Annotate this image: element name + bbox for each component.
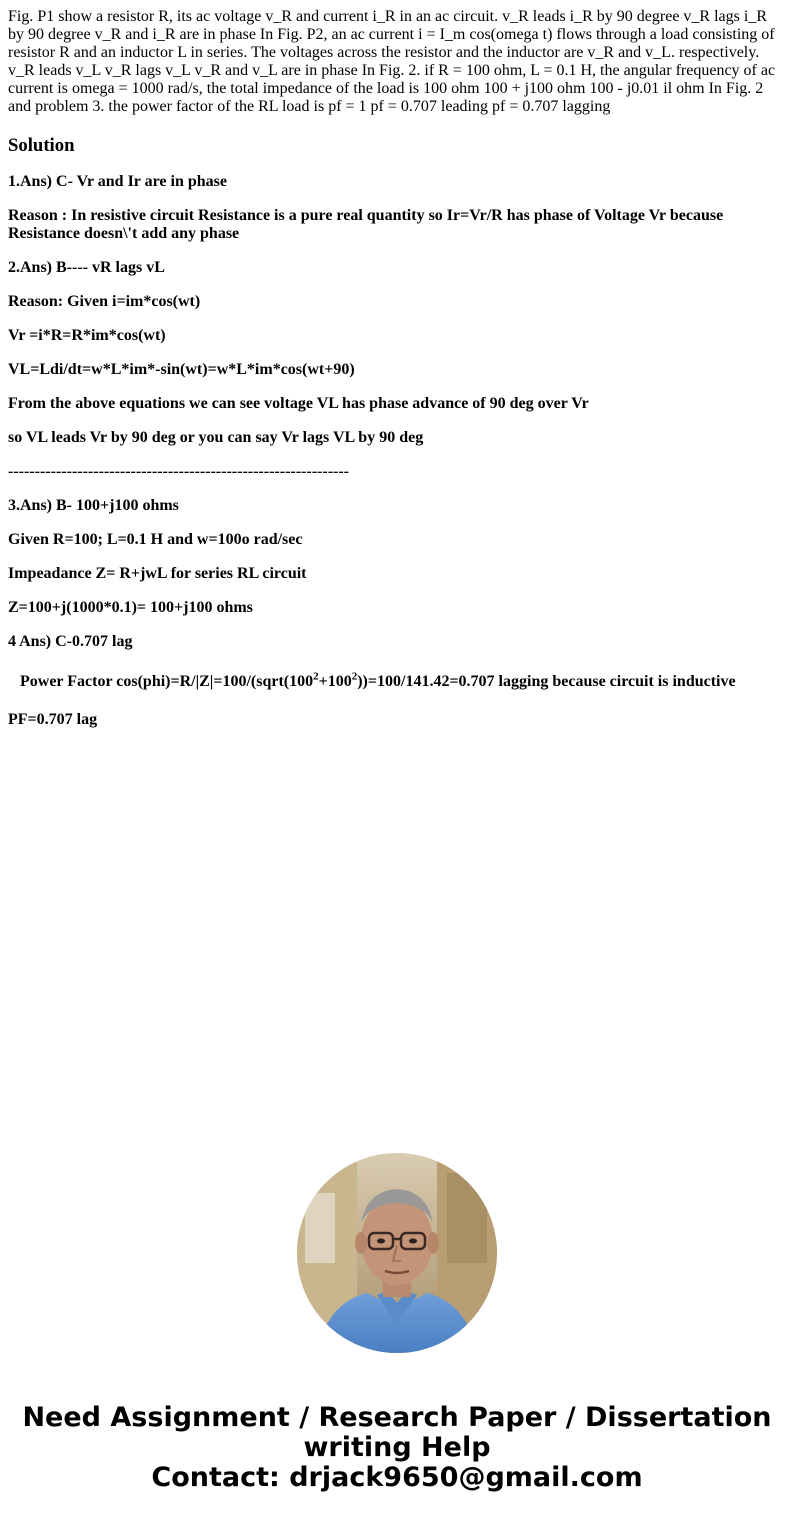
equation-vr: Vr =i*R=R*im*cos(wt) (8, 327, 166, 344)
reason-2: Reason: Given i=im*cos(wt) (8, 293, 201, 310)
divider: ---------------------------------------------------------------- (8, 463, 349, 480)
footer-contact: Contact: drjack9650@gmail.com (151, 1462, 643, 1493)
pf-eq-part1: Power Factor cos(phi)=R/|Z|=100/(sqrt(100 (20, 673, 314, 690)
footer-line-1: Need Assignment / Research Paper / Dissertation (22, 1402, 772, 1433)
impedance-result: Z=100+j(1000*0.1)= 100+j100 ohms (8, 599, 253, 616)
solution-heading: Solution (8, 135, 75, 156)
pf-eq-part2: +100 (318, 673, 352, 690)
footer-line-2: writing Help (303, 1432, 491, 1463)
pf-result: PF=0.707 lag (8, 711, 98, 728)
author-photo (297, 1153, 497, 1353)
power-factor-equation (8, 670, 786, 691)
answer-1: 1.Ans) C- Vr and Ir are in phase (8, 173, 227, 190)
reason-1: Reason : In resistive circuit Resistance is a pure real quantity so Ir=Vr/R has phase of Voltage Vr because Resistance doesn\'t add any phase (8, 207, 724, 242)
explanation-1: From the above equations we can see voltage VL has phase advance of 90 deg over Vr (8, 395, 589, 412)
pf-eq-part3: ))=100/141.42=0.707 lagging because circuit is inductive (357, 673, 736, 690)
document-body (0, 0, 794, 729)
answer-2: 2.Ans) B---- vR lags vL (8, 259, 165, 276)
equation-vl: VL=Ldi/dt=w*L*im*-sin(wt)=w*L*im*cos(wt+90) (8, 361, 355, 378)
pf-eq-sup1: 2 (313, 670, 319, 683)
impedance-formula: Impeadance Z= R+jwL for series RL circuit (8, 565, 307, 582)
footer-promo (0, 1403, 794, 1493)
answer-4: 4 Ans) C-0.707 lag (8, 633, 133, 650)
explanation-2: so VL leads Vr by 90 deg or you can say Vr lags VL by 90 deg (8, 429, 424, 446)
pf-eq-sup2: 2 (351, 670, 358, 683)
question-text: Fig. P1 show a resistor R, its ac voltage v_R and current i_R in an ac circuit. v_R leads i_R by 90 degree v_R lags i_R by 90 degree v_R and i_R are in phase In Fig. P2, an ac current i = I_m cos(omega t) flows through a load consisting of resistor R and an inductor L in series. The voltages across the resistor and the inductor are v_R and v_L. respectively. v_R leads v_L v_R lags v_L v_R and v_L are in phase In Fig. 2. if R = 100 ohm, L = 0.1 H, the angular frequency of ac current is omega = 1000 rad/s, the total impedance of the load is 100 ohm 100 + j100 ohm 100 - j0.01 il ohm In Fig. 2 and problem 3. the power factor of the RL load is pf = 1 pf = 0.707 leading pf = 0.707 lagging (8, 8, 776, 115)
answer-3: 3.Ans) B- 100+j100 ohms (8, 497, 179, 514)
portrait-illustration (297, 1153, 497, 1353)
given-values: Given R=100; L=0.1 H and w=100o rad/sec (8, 531, 303, 548)
